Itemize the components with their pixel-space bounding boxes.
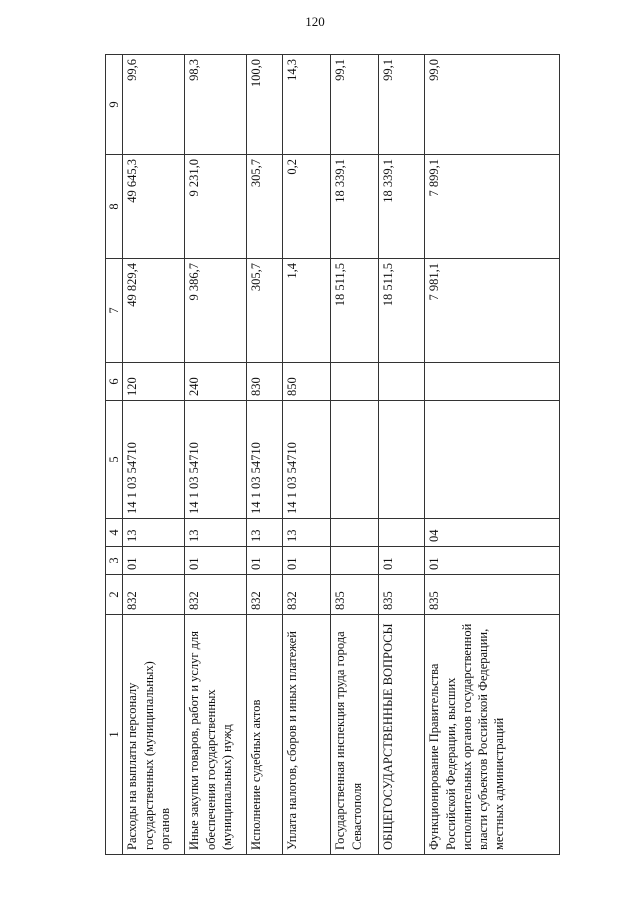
table-row [425,55,560,855]
cell-expense-type: 850 [283,363,331,401]
cell-planned: 18 511,5 [331,259,379,363]
column-header: 7 [106,259,123,363]
cell-executed: 9 231,0 [185,155,247,259]
cell-planned: 18 511,5 [379,259,425,363]
table-row [185,55,247,855]
cell-admin-code: 832 [185,575,247,615]
column-header: 3 [106,547,123,575]
cell-executed: 49 645,3 [123,155,185,259]
cell-subsection [379,519,425,547]
budget-table [105,54,560,855]
column-header: 2 [106,575,123,615]
cell-admin-code: 832 [283,575,331,615]
cell-admin-code: 835 [379,575,425,615]
row-name: Расходы на выплаты персоналу государственных (муниципальных) органов [123,615,185,855]
cell-expense-type: 240 [185,363,247,401]
cell-expense-type: 120 [123,363,185,401]
cell-target-code: 14 1 03 54710 [283,401,331,519]
cell-target-code [331,401,379,519]
cell-expense-type: 830 [247,363,283,401]
cell-admin-code: 832 [123,575,185,615]
column-header: 4 [106,519,123,547]
cell-expense-type [425,363,560,401]
cell-section: 01 [123,547,185,575]
cell-subsection: 13 [185,519,247,547]
column-header: 9 [106,55,123,155]
cell-admin-code: 832 [247,575,283,615]
cell-percent: 99,1 [379,55,425,155]
cell-planned: 49 829,4 [123,259,185,363]
page-number: 120 [305,14,325,29]
cell-planned: 7 981,1 [425,259,560,363]
row-name: ОБЩЕГОСУДАРСТВЕННЫЕ ВОПРОСЫ [379,615,425,855]
table-row [247,55,283,855]
row-name: Уплата налогов, сборов и иных платежей [283,615,331,855]
cell-percent: 98,3 [185,55,247,155]
cell-planned: 1,4 [283,259,331,363]
table-header-row [106,55,123,855]
column-header: 5 [106,401,123,519]
table-row [379,55,425,855]
table-row [331,55,379,855]
cell-subsection: 04 [425,519,560,547]
table-row [123,55,185,855]
cell-section: 01 [425,547,560,575]
cell-subsection: 13 [283,519,331,547]
column-header: 8 [106,155,123,259]
cell-executed: 18 339,1 [379,155,425,259]
cell-target-code [425,401,560,519]
cell-percent: 14,3 [283,55,331,155]
row-name: Исполнение судебных актов [247,615,283,855]
cell-subsection: 13 [247,519,283,547]
cell-percent: 99,0 [425,55,560,155]
cell-executed: 7 899,1 [425,155,560,259]
cell-executed: 305,7 [247,155,283,259]
cell-target-code [379,401,425,519]
cell-target-code: 14 1 03 54710 [185,401,247,519]
cell-executed: 18 339,1 [331,155,379,259]
cell-percent: 100,0 [247,55,283,155]
row-name: Иные закупки товаров, работ и услуг для обеспечения государственных (муниципальных) нужд [185,615,247,855]
cell-planned: 9 386,7 [185,259,247,363]
cell-planned: 305,7 [247,259,283,363]
cell-subsection: 13 [123,519,185,547]
cell-section [331,547,379,575]
column-header: 6 [106,363,123,401]
cell-section: 01 [283,547,331,575]
cell-target-code: 14 1 03 54710 [123,401,185,519]
rotated-table-container [105,55,560,855]
cell-percent: 99,6 [123,55,185,155]
cell-admin-code: 835 [425,575,560,615]
cell-section: 01 [247,547,283,575]
cell-admin-code: 835 [331,575,379,615]
row-name: Государственная инспекция труда города Севастополя [331,615,379,855]
table-row [283,55,331,855]
column-header: 1 [106,615,123,855]
cell-percent: 99,1 [331,55,379,155]
cell-section: 01 [379,547,425,575]
cell-subsection [331,519,379,547]
cell-expense-type [379,363,425,401]
cell-target-code: 14 1 03 54710 [247,401,283,519]
cell-executed: 0,2 [283,155,331,259]
cell-expense-type [331,363,379,401]
cell-section: 01 [185,547,247,575]
row-name: Функционирование Правительства Российской Федерации, высших исполнительных органов государственной власти субъектов Российской Федерации, местных администраций [425,615,560,855]
